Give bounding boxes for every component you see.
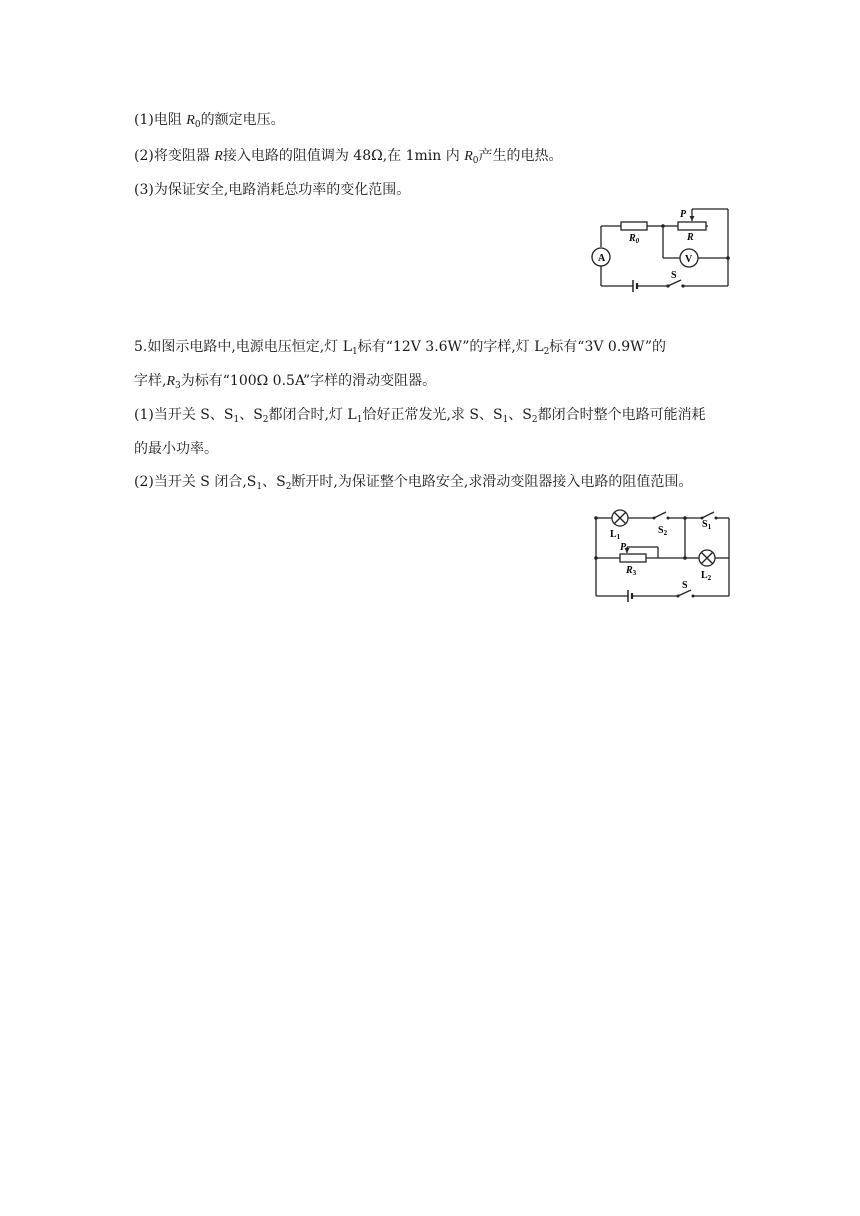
label-l1: L [610,529,617,540]
subscript: 2 [543,347,550,357]
label-r3: R [626,565,633,576]
label-l2-sub: 2 [707,574,712,582]
subscript: 0 [472,156,479,166]
label-r0-sub: 0 [635,237,640,245]
text: 、S [262,474,286,490]
resistor-r0 [621,222,647,230]
text: (1)电阻 [134,112,187,128]
q5-stem-line2 [134,371,436,392]
label-l1-sub: 1 [616,533,621,541]
switch-label: S [671,270,677,281]
subscript: 1 [256,482,263,492]
svg-text:L2 [701,570,712,582]
label-l2: L [701,570,708,581]
text: (2)当开关 S 闭合,S [134,474,257,490]
text: 为标有“100Ω 0.5A”字样的滑动变阻器。 [180,373,437,389]
text: 5.如图示电路中,电源电压恒定,灯 L [134,339,353,355]
var-r0: R [464,149,473,164]
svg-text:S1 [702,519,712,531]
q4-part1 [134,110,285,131]
subscript: 1 [356,415,363,425]
label-s1: S [702,519,708,530]
subscript: 1 [233,415,240,425]
q5-part1-line2: 的最小功率。 [134,441,218,457]
label-s1-sub: 1 [707,523,712,531]
label-r: R [687,232,694,243]
voltmeter-label: V [685,254,693,265]
subscript: 1 [352,347,358,357]
subscript: 2 [531,415,538,425]
label-r0: R [629,233,636,244]
q5-part2 [134,472,692,492]
text: 接入电路的阻值调为 48Ω,在 1min 内 [222,148,465,164]
var-r: R [214,149,223,164]
text: 都闭合时整个电路可能消耗 [537,407,706,423]
subscript: 0 [194,120,201,130]
rheostat-r3 [620,554,646,562]
q5-stem-line1 [134,337,666,357]
q4-circuit-diagram [588,205,738,297]
q5-part1-line1 [134,405,706,425]
text: (1)当开关 S、S [134,407,234,423]
text: 断开时,为保证整个电路安全,求滑动变阻器接入电路的阻值范围。 [291,474,693,490]
subscript: 2 [285,482,292,492]
svg-text:R3 [625,565,637,577]
q4-part3: (3)为保证安全,电路消耗总功率的变化范围。 [134,182,411,198]
subscript: 1 [502,415,509,425]
text: 产生的电热。 [478,148,563,164]
text: 字样, [134,373,167,389]
subscript: 3 [175,381,181,391]
text: 、S [508,407,532,423]
label-s: S [682,580,688,591]
label-s2: S [658,525,664,536]
label-r3-sub: 3 [632,569,637,577]
label-p: P [680,209,687,220]
svg-text:L1 [610,529,621,541]
q5-circuit-diagram [590,505,740,605]
ammeter-label: A [598,253,606,264]
text: (2)将变阻器 [134,148,215,164]
q4-part2 [134,146,563,167]
text: 、S [239,407,263,423]
text: 都闭合时,灯 L [268,407,357,423]
label-s2-sub: 2 [663,529,668,537]
svg-text:R0 [628,233,640,245]
text: 标有“3V 0.9W”的 [549,339,666,355]
resistor-r [678,222,706,230]
var-r: R [186,113,195,128]
svg-text:S2 [658,525,668,537]
text: 恰好正常发光,求 S、S [362,407,503,423]
subscript: 2 [262,415,269,425]
text: 标有“12V 3.6W”的字样,灯 L [357,339,544,355]
label-p: P [620,542,627,553]
var-r3: R [166,374,176,389]
text: 的额定电压。 [200,112,285,128]
